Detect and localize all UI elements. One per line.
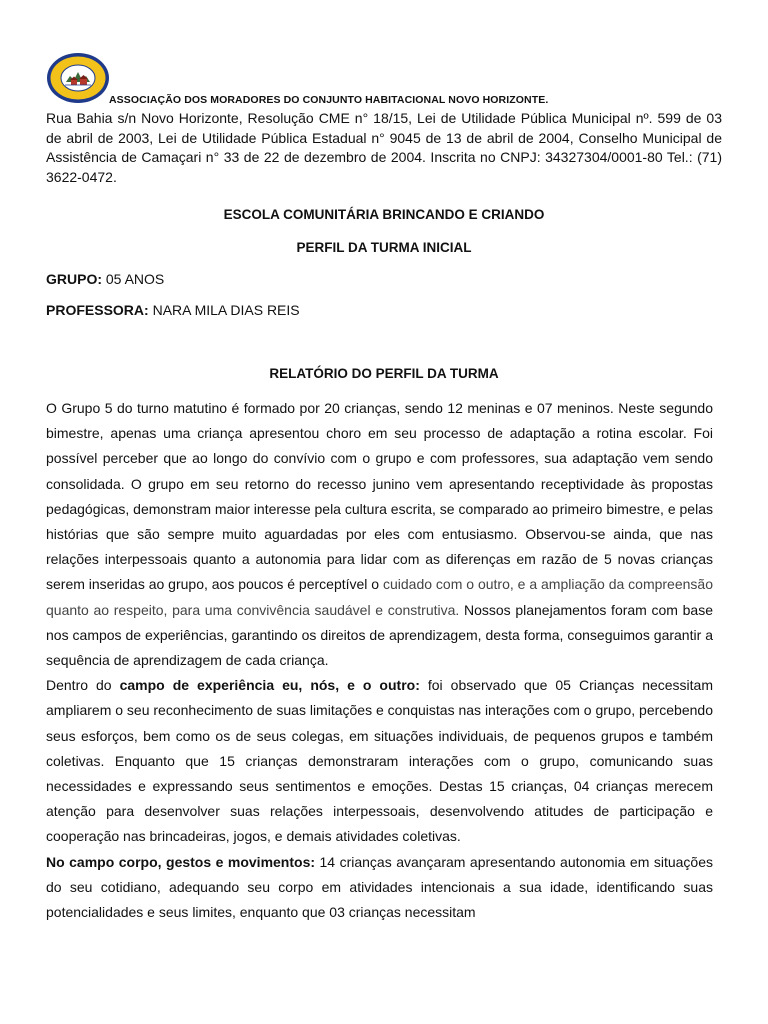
paragraph-self-others-prefix: Dentro do (46, 677, 120, 694)
paragraph-body-movement (46, 850, 713, 926)
organization-address: Rua Bahia s/n Novo Horizonte, Resolução CME n° 18/15, Lei de Utilidade Pública Municipal nº. 599 de 03 de abril de 2003, Lei de Utilidade Pública Estadual n° 9045 de 13 de abril de 2004, Conselho Municipal de Assistência de Camaçari n° 33 de 22 de dezembro de 2004. Inscrita no CNPJ: 34327304/0001-80 Tel.: (71) 3622-0472. (46, 110, 722, 185)
paragraph-self-others (46, 673, 713, 849)
paragraph-self-others-text: foi observado que 05 Crianças necessitam ampliarem o seu reconhecimento de suas limitações e conquistas nas interações com o grupo, percebendo seus esforços, bem como os de seus colegas, em situações individuais, de pequenos grupos e também coletivas. Enquanto que 15 crianças demonstraram interações com o grupo, comunicando suas necessidades e expressando seus sentimentos e emoções. Destas 15 crianças, 04 crianças merecem atenção para desenvolver suas relações interpessoais, desenvolvendo atitudes de participação e cooperação nas brincadeiras, jogos, e demais atividades coletivas. (46, 677, 714, 845)
group-value: 05 ANOS (102, 271, 165, 287)
report-body (46, 396, 713, 925)
group-field (46, 271, 164, 287)
paragraph-body-movement-heading: No campo corpo, gestos e movimentos: (46, 853, 316, 870)
paragraph-self-others-heading: campo de experiência eu, nós, e o outro: (119, 677, 420, 694)
teacher-label: PROFESSORA: (46, 302, 149, 318)
paragraph-overview-highlight: cuidado com o outro, e a ampliação da compreensão quanto ao respeito, para uma convivência saudável e construtiva. (46, 576, 713, 618)
paragraph-overview (46, 396, 713, 673)
paragraph-body-movement-text: 14 crianças avançaram apresentando autonomia em situações do seu cotidiano, adequando seu corpo em atividades intencionais a sua idade, identificando suas potencialidades e seus limites, enquanto que 03 crianças necessitam (46, 853, 713, 921)
paragraph-overview-part-2: Nossos planejamentos foram com base nos campos de experiências, garantindo os direitos de aprendizagem, desta forma, conseguimos garantir a sequência de aprendizagem de cada criança. (46, 601, 713, 669)
school-title: ESCOLA COMUNITÁRIA BRINCANDO E CRIANDO (223, 207, 545, 222)
teacher-value: NARA MILA DIAS REIS (148, 302, 300, 318)
teacher-field (46, 302, 300, 318)
group-label: GRUPO: (46, 271, 102, 287)
class-profile-title: PERFIL DA TURMA INICIAL (296, 240, 472, 255)
paragraph-overview-part-1: O Grupo 5 do turno matutino é formado por 20 crianças, sendo 12 meninas e 07 meninos. Neste segundo bimestre, apenas uma criança apresentou choro em seu processo de adaptação a rotina escolar. Foi possível perceber que ao longo do convívio com o grupo e com professores, sua adaptação vem sendo consolidada. O grupo em seu retorno do recesso junino vem apresentando receptividade às propostas pedagógicas, demonstram maior interesse pela cultura escrita, se comparado ao primeiro bimestre, e pelas histórias que são sempre muito aguardadas por eles com entusiasmo. Observou-se ainda, que nas relações interpessoais quanto a autonomia para lidar com as diferenças em razão de 5 novas crianças serem inseridas ao grupo, aos poucos é perceptível o (46, 400, 713, 593)
report-title: RELATÓRIO DO PERFIL DA TURMA (269, 366, 499, 381)
organization-name: ASSOCIAÇÃO DOS MORADORES DO CONJUNTO HABITACIONAL NOVO HORIZONTE. (109, 94, 549, 106)
association-seal-logo (46, 52, 110, 104)
